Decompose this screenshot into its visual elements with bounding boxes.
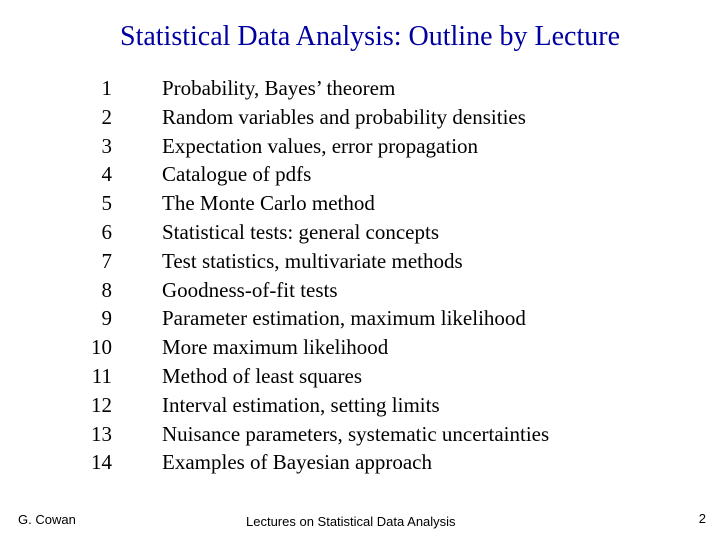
lecture-number: 8 [101, 277, 112, 302]
lecture-topic: Method of least squares [162, 363, 363, 388]
lecture-row [0, 391, 720, 420]
lecture-row [0, 132, 720, 161]
lecture-topic: More maximum likelihood [162, 335, 389, 360]
lecture-row [0, 189, 720, 218]
footer-author: G. Cowan [18, 512, 76, 527]
lecture-row [0, 333, 720, 362]
lecture-topic: Interval estimation, setting limits [162, 392, 440, 417]
lecture-number: 11 [91, 363, 112, 388]
lecture-number: 14 [91, 450, 112, 475]
lecture-number: 4 [101, 162, 112, 187]
lecture-number: 3 [101, 133, 112, 158]
lecture-topic: Random variables and probability densities [162, 104, 526, 129]
lecture-row [0, 448, 720, 477]
lecture-outline [0, 74, 720, 477]
lecture-topic: Test statistics, multivariate methods [162, 248, 463, 273]
lecture-number: 5 [101, 191, 112, 216]
lecture-row [0, 276, 720, 305]
lecture-number: 13 [91, 421, 112, 446]
lecture-topic: Probability, Bayes’ theorem [162, 76, 396, 100]
lecture-row [0, 103, 720, 132]
lecture-number: 1 [101, 76, 112, 100]
lecture-row [0, 304, 720, 333]
footer-page-number: 2 [698, 511, 706, 526]
lecture-row [0, 74, 720, 103]
lecture-topic: Statistical tests: general concepts [162, 219, 439, 244]
lecture-topic: Parameter estimation, maximum likelihood [162, 306, 526, 331]
lecture-row [0, 420, 720, 449]
lecture-topic: Examples of Bayesian approach [162, 450, 432, 475]
lecture-number: 7 [101, 248, 112, 273]
lecture-row [0, 247, 720, 276]
lecture-number: 2 [101, 104, 112, 129]
lecture-row [0, 218, 720, 247]
slide-title: Statistical Data Analysis: Outline by Lecture [120, 21, 620, 52]
lecture-row [0, 160, 720, 189]
lecture-topic: Nuisance parameters, systematic uncertainties [162, 421, 550, 446]
footer-course-title: Lectures on Statistical Data Analysis [246, 514, 456, 529]
lecture-topic: The Monte Carlo method [162, 191, 375, 216]
lecture-number: 12 [91, 392, 112, 417]
lecture-topic: Goodness-of-fit tests [162, 277, 338, 302]
lecture-topic: Expectation values, error propagation [162, 133, 479, 158]
lecture-topic: Catalogue of pdfs [162, 162, 312, 187]
lecture-row [0, 362, 720, 391]
lecture-number: 9 [101, 306, 112, 331]
lecture-number: 6 [101, 219, 112, 244]
lecture-number: 10 [91, 335, 112, 360]
